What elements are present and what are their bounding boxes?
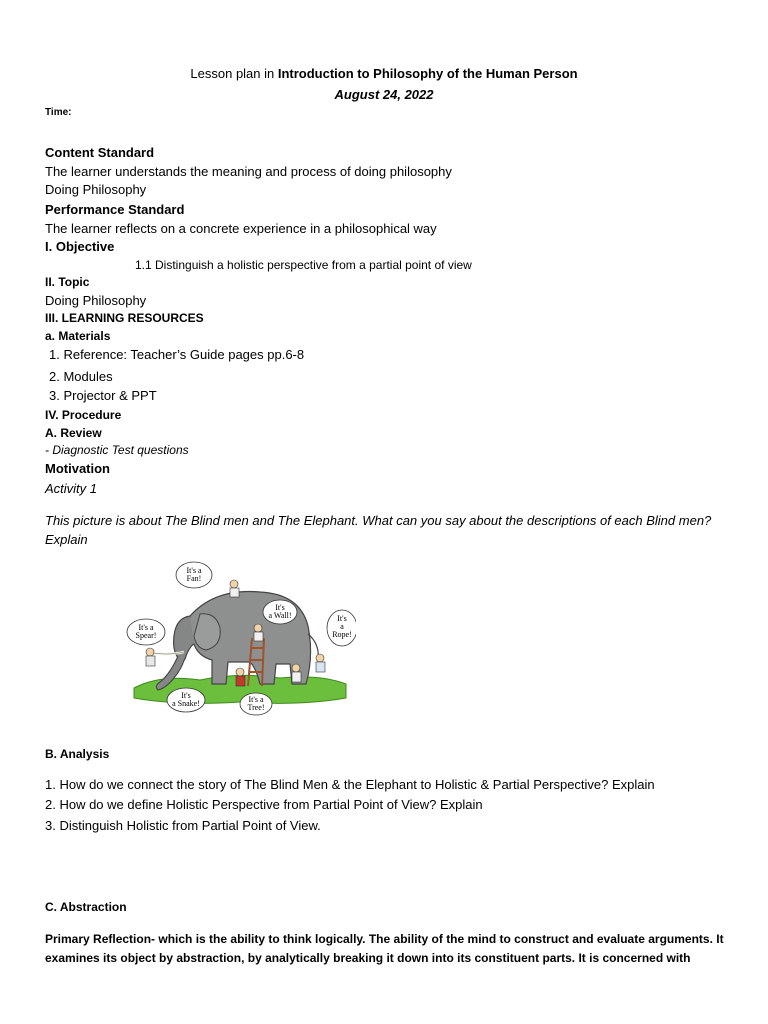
analysis-heading: B. Analysis	[45, 747, 110, 761]
objective-item: 1.1 Distinguish a holistic perspective from a partial point of view	[135, 258, 472, 272]
analysis-question: 1. How do we connect the story of The Blind Men & the Elephant to Holistic & Partial Perspective? Explain	[45, 777, 655, 792]
procedure-heading: IV. Procedure	[45, 408, 122, 422]
bubble-tree-text: It's a Tree!	[247, 695, 265, 712]
title-subject: Introduction to Philosophy of the Human Person	[277, 66, 578, 81]
bubble-spear-text: It's a Spear!	[135, 623, 157, 640]
motivation-heading: Motivation	[45, 461, 110, 476]
blind-men-elephant-illustration	[120, 556, 356, 716]
bubble-rope-text: It's a Rope!	[332, 614, 352, 639]
abstraction-paragraph	[45, 930, 725, 968]
primary-reflection-text: - which is the ability to think logically. The ability of the mind to construct and evaluate arguments. It examines its object by abstraction, by analytically breaking it down into its constituent parts. It is concerned with	[45, 932, 724, 965]
topic-heading: II. Topic	[45, 275, 90, 289]
material-item: 3. Projector & PPT	[49, 388, 157, 403]
lesson-title	[0, 66, 768, 81]
material-item: 2. Modules	[49, 369, 113, 384]
objective-heading: I. Objective	[45, 239, 115, 254]
activity-label: Activity 1	[45, 481, 98, 496]
material-item: 1. Reference: Teacher’s Guide pages pp.6-8	[49, 347, 305, 362]
bubble-wall-text: It's a Wall!	[268, 603, 292, 620]
review-item: - Diagnostic Test questions	[45, 443, 189, 457]
lesson-date: August 24, 2022	[334, 87, 434, 102]
title-prefix: Lesson plan in	[190, 66, 278, 81]
bubble-snake-text: It's a Snake!	[172, 691, 200, 708]
time-label: Time:	[45, 107, 72, 118]
resources-heading: III. LEARNING RESOURCES	[45, 311, 204, 325]
analysis-question: 2. How do we define Holistic Perspective from Partial Point of View? Explain	[45, 797, 483, 812]
content-standard-topic: Doing Philosophy	[45, 182, 147, 197]
primary-reflection-term: Primary Reflection	[45, 932, 152, 946]
content-standard-heading: Content Standard	[45, 145, 155, 160]
topic-value: Doing Philosophy	[45, 293, 147, 308]
content-standard-text: The learner understands the meaning and process of doing philosophy	[45, 164, 452, 179]
review-heading: A. Review	[45, 426, 102, 440]
activity-prompt: This picture is about The Blind men and The Elephant. What can you say about the descriptions of each Blind men? Explain	[45, 513, 712, 547]
bubble-fan-text: It's a Fan!	[186, 566, 202, 583]
materials-heading: a. Materials	[45, 329, 111, 343]
analysis-question: 3. Distinguish Holistic from Partial Point of View.	[45, 818, 321, 833]
performance-standard-text: The learner reflects on a concrete experience in a philosophical way	[45, 221, 437, 236]
abstraction-heading: C. Abstraction	[45, 900, 127, 914]
performance-standard-heading: Performance Standard	[45, 202, 185, 217]
